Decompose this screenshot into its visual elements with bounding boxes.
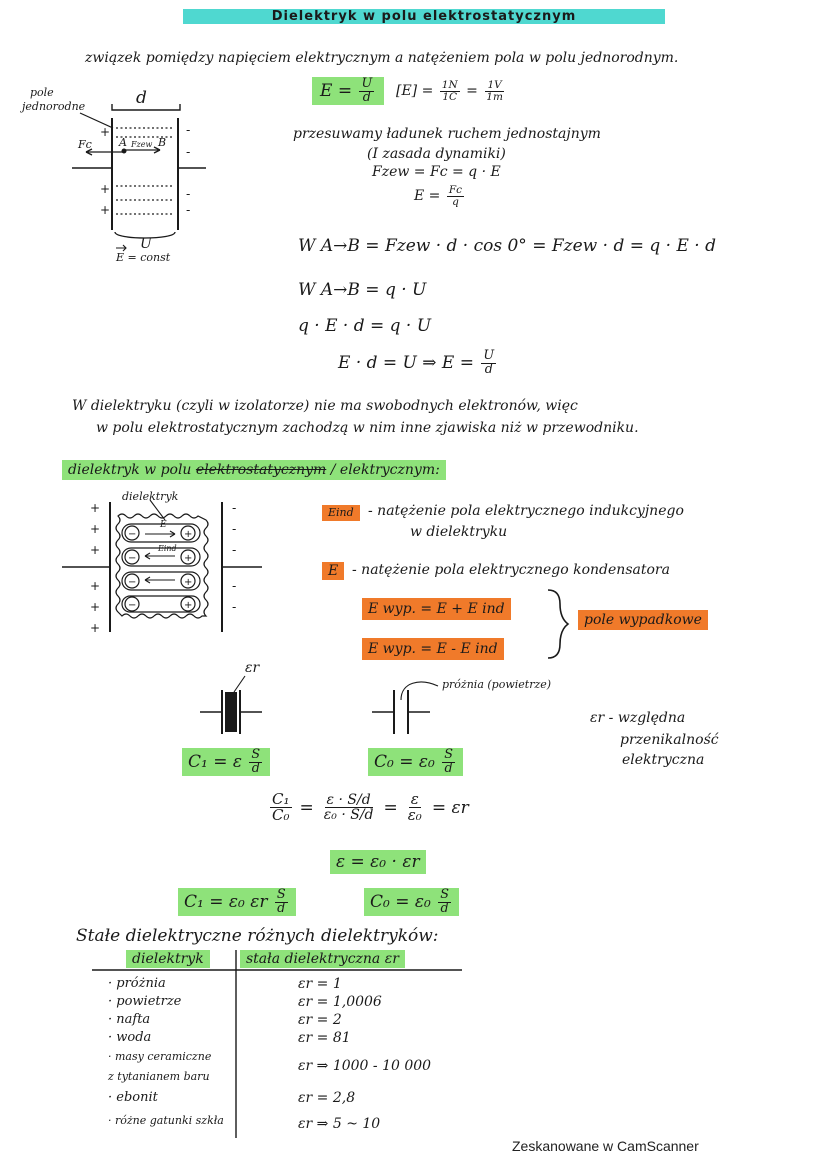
er-def-line1: εr - względna (590, 710, 686, 726)
svg-text:-: - (232, 600, 237, 614)
ratio-eq1: = (299, 797, 314, 818)
ratio-eq2: = (383, 797, 398, 818)
svg-text:-: - (232, 501, 237, 515)
svg-text:+: + (100, 182, 111, 196)
formula-c1-den: d (251, 761, 260, 776)
table-title: Stałe dielektryczne różnych dielektryków: (76, 926, 439, 946)
work-line4-den: d (484, 361, 493, 377)
label-u: U (140, 236, 152, 252)
svg-text:+: + (90, 501, 101, 515)
c1-final-lhs: C₁ = ε₀ εr (184, 892, 268, 912)
ratio-r-num: ε (410, 790, 419, 808)
formula-c1-num: S (251, 747, 261, 763)
table-row-name: · różne gatunki szkła (108, 1114, 224, 1127)
table-row-value: εr ⇒ 1000 - 10 000 (298, 1058, 432, 1074)
move-line1: przesuwamy ładunek ruchem jednostajnym (293, 126, 601, 142)
er-def-line2: przenikalność (620, 732, 719, 748)
formula-e-lhs: E = (320, 81, 353, 101)
svg-text:-: - (232, 522, 237, 536)
table-row-value: εr = 1 (298, 976, 342, 992)
svg-text:−: − (128, 600, 137, 611)
unit-n1: 1N (441, 79, 458, 91)
svg-text:-: - (232, 579, 237, 593)
formula-c0-num: S (444, 747, 453, 763)
formula-e-wyp-vector: E wyp. = E + E ind (362, 598, 511, 620)
table-row-name: · woda (108, 1030, 152, 1045)
c0-final-num: S (440, 887, 449, 903)
unit-d1: 1C (442, 90, 458, 103)
dielectric-line1: W dielektryku (czyli w izolatorze) nie ma swobodnych elektronów, więc (72, 398, 578, 414)
table-row-value: εr ⇒ 5 ~ 10 (298, 1116, 381, 1132)
svg-text:−: − (128, 529, 137, 540)
svg-text:−: − (128, 577, 137, 588)
formula-c0-lhs: C₀ = ε₀ (374, 752, 435, 772)
c1-final-num: S (276, 887, 286, 903)
unit-n2: 1V (487, 79, 502, 91)
svg-text:+: + (100, 125, 111, 139)
ratio-result: = εr (431, 797, 469, 818)
table-row-name: · próżnia (108, 976, 166, 991)
ratio-r-den: ε₀ (407, 806, 422, 824)
ratio-c0: C₀ (272, 806, 290, 824)
er-def-line3: elektryczna (622, 752, 705, 768)
work-line1: W A→B = Fzew · d · cos 0° = Fzew · d = q · E · d (298, 236, 716, 256)
svg-text:+: + (90, 543, 101, 557)
svg-text:-: - (186, 187, 191, 201)
work-line3: q · E · d = q · U (298, 316, 432, 336)
ratio-c1: C₁ (272, 790, 290, 808)
table-col1: dielektryk (126, 950, 210, 968)
label-er-symbol: εr (245, 660, 260, 676)
move-line4-num: Fc (448, 184, 463, 196)
svg-text:+: + (90, 621, 101, 635)
label-jednorodne: jednorodne (22, 100, 86, 113)
svg-text:-: - (186, 123, 191, 137)
label-e-const: E = const (116, 251, 171, 264)
table-row-name: z tytanianem baru (108, 1070, 210, 1083)
move-line3: Fzew = Fc = q · E (372, 164, 501, 180)
page-title: Dielektryk w polu elektrostatycznym (183, 9, 665, 24)
section2-heading-struck: elektrostatycznym (195, 462, 327, 478)
formula-e-den: d (362, 90, 371, 105)
table-row-value: εr = 81 (298, 1030, 351, 1046)
def-e-line: - natężenie pola elektrycznego kondensatora (352, 562, 670, 578)
svg-text:+: + (184, 600, 193, 611)
label-pole-wypadkowe: pole wypadkowe (578, 610, 708, 630)
work-line4-num: U (483, 348, 495, 363)
svg-text:+: + (100, 203, 111, 217)
move-line2: (I zasada dynamiki) (367, 146, 506, 162)
tag-eind: Eind (322, 505, 360, 521)
label-fzew: Fzew (131, 140, 153, 149)
formula-eps: ε = ε₀ · εr (330, 850, 426, 874)
label-pole: pole (30, 86, 54, 99)
table-row-name: · ebonit (108, 1090, 158, 1105)
c1-final-den: d (277, 901, 286, 916)
svg-text:+: + (90, 600, 101, 614)
move-line4-lhs: E = (414, 188, 441, 204)
svg-text:+: + (90, 522, 101, 536)
unit-eq: = (466, 83, 478, 99)
svg-text:+: + (90, 579, 101, 593)
label-b: B (158, 136, 167, 149)
svg-text:+: + (184, 577, 193, 588)
c0-final-lhs: C₀ = ε₀ (370, 892, 431, 912)
unit-d2: 1m (486, 90, 503, 103)
svg-text:+: + (184, 553, 193, 564)
tag-e: E (322, 562, 344, 580)
table-row-value: εr = 2,8 (298, 1090, 356, 1106)
unit-lhs: [E] = (396, 83, 434, 99)
section2-heading-b: / elektrycznym: (330, 462, 440, 478)
svg-text:+: + (184, 529, 193, 540)
table-row-value: εr = 1,0006 (298, 994, 382, 1010)
label-fc: Fc (78, 138, 92, 151)
formula-c0-den: d (444, 761, 453, 776)
work-line2: W A→B = q · U (298, 280, 427, 300)
move-line4-den: q (452, 195, 459, 208)
label-d: d (136, 88, 147, 108)
def-eind-line2: w dielektryku (410, 524, 508, 540)
section2-heading-a: dielektryk w polu (68, 462, 192, 478)
label-dielektryk: dielektryk (122, 490, 179, 503)
formula-c1-lhs: C₁ = ε (188, 752, 242, 772)
table-row-name: · nafta (108, 1012, 151, 1027)
c0-final-den: d (440, 901, 449, 916)
def-eind-line1: - natężenie pola elektrycznego indukcyjnego (368, 503, 684, 519)
footer-camscanner: Zeskanowane w CamScanner (512, 1138, 699, 1154)
svg-text:-: - (232, 543, 237, 557)
label-proznia: próżnia (powietrze) (442, 678, 552, 691)
dielectric-line2: w polu elektrostatycznym zachodzą w nim inne zjawiska niż w przewodniku. (96, 420, 639, 436)
label-a: A (119, 136, 127, 149)
table-row-name: · masy ceramiczne (108, 1050, 212, 1063)
svg-text:−: − (128, 553, 137, 564)
label-eind-diagram: Eind (158, 544, 177, 553)
svg-text:-: - (186, 145, 191, 159)
ratio-mid-den: ε₀ · S/d (323, 807, 374, 823)
svg-text:-: - (186, 203, 191, 217)
ratio-mid-num: ε · S/d (326, 792, 371, 808)
table-col2: stała dielektryczna εr (240, 950, 405, 968)
formula-e-wyp-scalar: E wyp. = E - E ind (362, 638, 504, 660)
table-row-value: εr = 2 (298, 1012, 342, 1028)
label-e-diagram: E (160, 520, 167, 530)
table-row-name: · powietrze (108, 994, 182, 1009)
work-line4-lhs: E · d = U ⇒ E = (338, 352, 474, 373)
intro-text: związek pomiędzy napięciem elektrycznym a natężeniem pola w polu jednorodnym. (85, 50, 679, 66)
formula-e-num: U (361, 76, 373, 92)
